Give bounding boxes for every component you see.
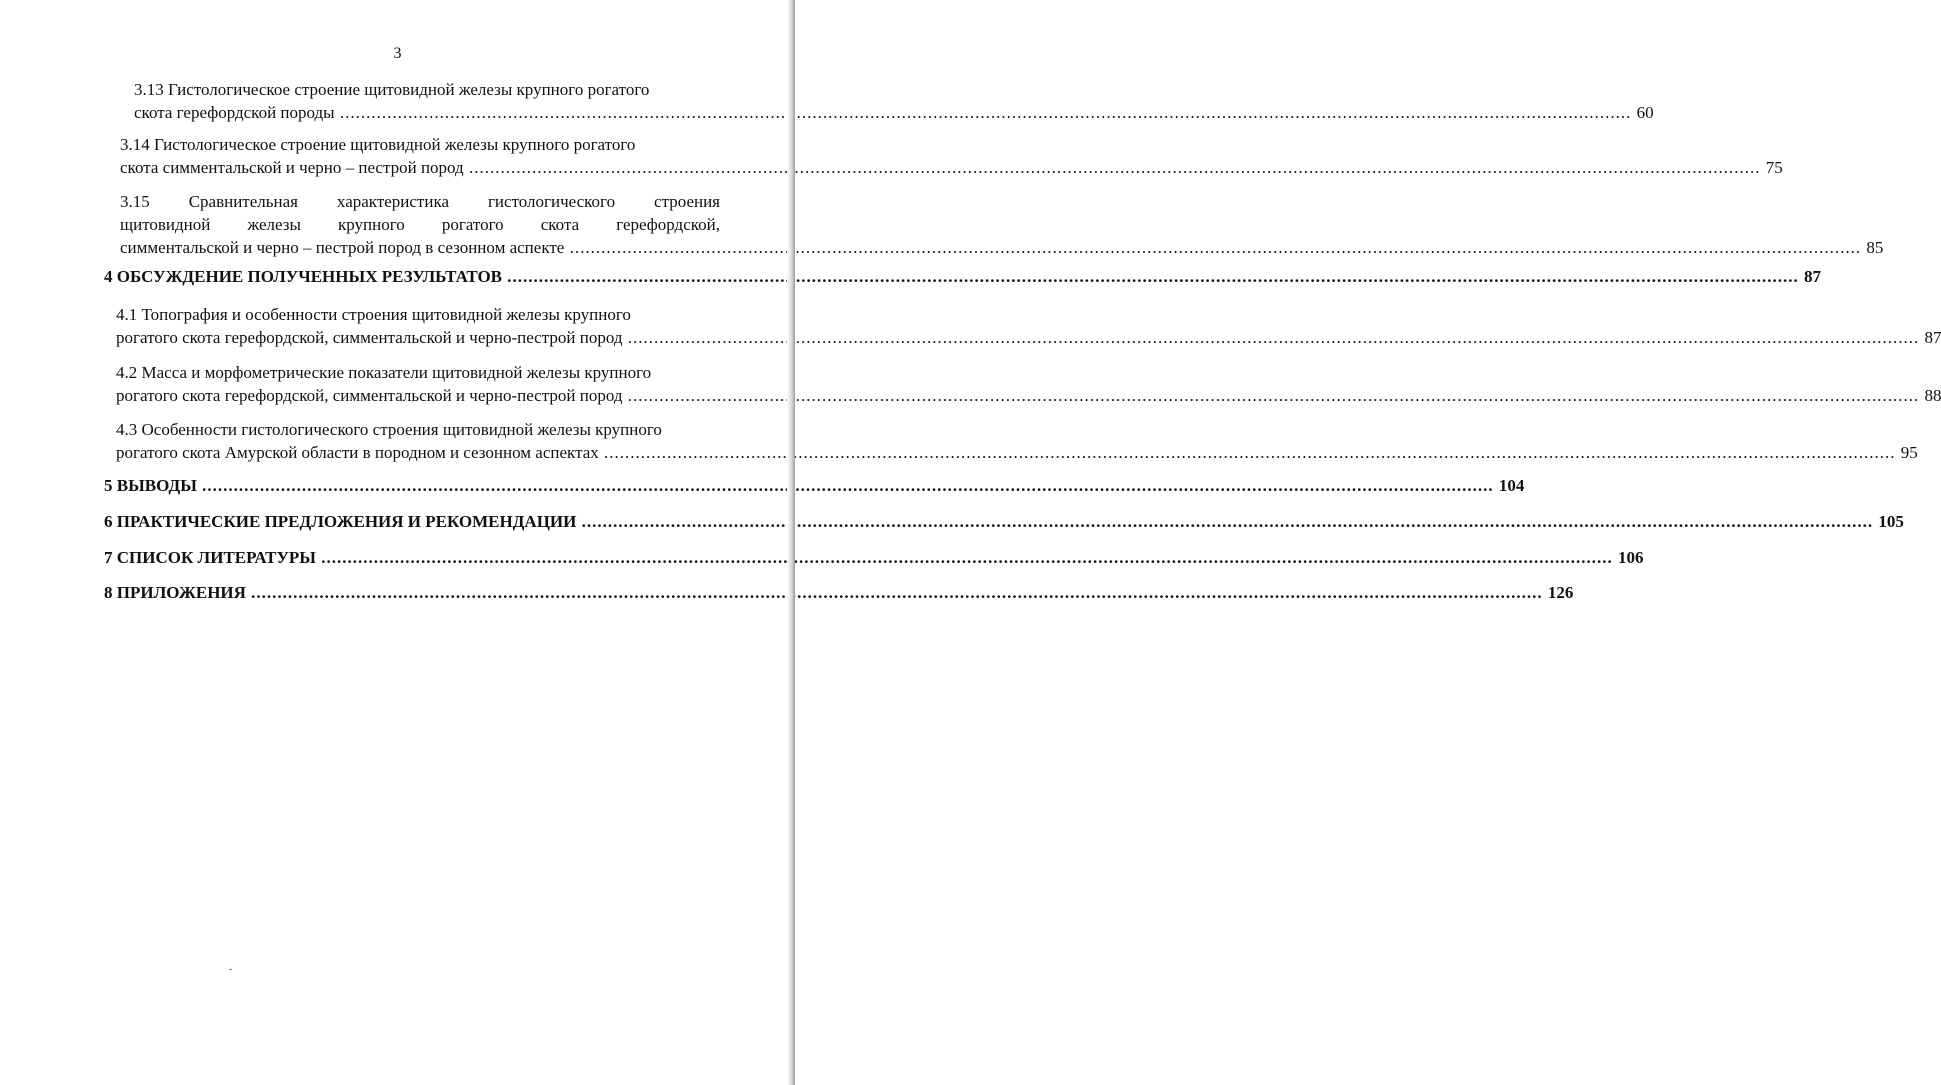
toc-entry-leader-line [116, 326, 1941, 349]
scan-edge-shadow [787, 0, 795, 1085]
toc-page-number: 85 [1866, 238, 1884, 257]
toc-chapter-8 [104, 581, 1574, 605]
toc-entry-leader-line [120, 156, 1783, 179]
toc-entry-leader-line [104, 546, 1644, 570]
dot-leader [628, 386, 1920, 405]
toc-entry-3-13 [134, 78, 1654, 124]
toc-entry-3-14 [120, 133, 1783, 179]
dot-leader [604, 443, 1896, 462]
toc-page-number: 126 [1547, 583, 1574, 602]
toc-entry-leader-line [104, 510, 1904, 534]
toc-entry-text: щитовидной железы крупного рогатого скота герефордской, [120, 215, 720, 234]
toc-chapter-4 [104, 265, 1822, 289]
toc-entry-text: 3.13 Гистологическое строение щитовидной железы крупного рогатого [134, 80, 650, 99]
toc-page-number: 104 [1498, 476, 1525, 495]
chapter-title: 7 СПИСОК ЛИТЕРАТУРЫ [104, 548, 317, 567]
toc-entry-text: 3.15 Сравнительная характеристика гистологического строения [120, 192, 720, 211]
toc-page-number: 88 [1924, 386, 1941, 405]
dot-leader [321, 548, 1613, 567]
chapter-title: 4 ОБСУЖДЕНИЕ ПОЛУЧЕННЫХ РЕЗУЛЬТАТОВ [104, 267, 503, 286]
toc-chapter-7 [104, 546, 1644, 570]
chapter-title: 5 ВЫВОДЫ [104, 476, 197, 495]
toc-page-number: 87 [1804, 267, 1822, 286]
toc-entry-leader-line [116, 441, 1918, 464]
toc-entry-4-2 [116, 361, 1941, 407]
dot-leader [251, 583, 1543, 602]
toc-chapter-6 [104, 510, 1904, 534]
toc-entry-leader-line [134, 101, 1654, 124]
toc-entry-leader-line [104, 474, 1525, 498]
chapter-title: 8 ПРИЛОЖЕНИЯ [104, 583, 246, 602]
toc-page-number: 106 [1618, 548, 1644, 567]
toc-entry-text: 4.2 Масса и морфометрические показатели щитовидной железы крупного [116, 363, 652, 382]
dot-leader [469, 158, 1761, 177]
toc-page-number: 75 [1765, 158, 1783, 177]
toc-entry-3-15 [120, 190, 1884, 259]
toc-entry-4-1 [116, 303, 1941, 349]
toc-entry-text: 4.1 Топография и особенности строения щитовидной железы крупного [116, 305, 631, 324]
toc-entry-leader-line [120, 236, 1884, 259]
dot-leader [202, 476, 1494, 495]
dot-leader [507, 267, 1799, 286]
toc-entry-text: рогатого скота Амурской области в породном и сезонном аспектах [116, 443, 599, 462]
dot-leader [570, 238, 1862, 257]
toc-page-number: 95 [1900, 443, 1918, 462]
toc-page-number: 60 [1636, 103, 1654, 122]
dot-leader [340, 103, 1632, 122]
toc-entry-text: скота симментальской и черно – пестрой пород [120, 158, 464, 177]
toc-entry-leader-line [104, 265, 1822, 289]
toc-entry-text: скота герефордской породы [134, 103, 335, 122]
toc-entry-4-3 [116, 418, 1918, 464]
toc-page-number: 87 [1924, 328, 1941, 347]
toc-entry-leader-line [116, 384, 1941, 407]
toc-page-number: 105 [1878, 512, 1904, 531]
toc-entry-text: 4.3 Особенности гистологического строения щитовидной железы крупного [116, 420, 662, 439]
chapter-title: 6 ПРАКТИЧЕСКИЕ ПРЕДЛОЖЕНИЯ И РЕКОМЕНДАЦИИ [104, 512, 577, 531]
toc-entry-text: рогатого скота герефордской, симментальской и черно-пестрой пород [116, 328, 623, 347]
toc-entry-text: 3.14 Гистологическое строение щитовидной железы крупного рогатого [120, 135, 636, 154]
page-number: 3 [393, 45, 402, 62]
dot-leader [628, 328, 1920, 347]
dot-leader [582, 512, 1874, 531]
toc-chapter-5 [104, 474, 1525, 498]
toc-entry-text: рогатого скота герефордской, симментальской и черно-пестрой пород [116, 386, 623, 405]
toc-entry-leader-line [104, 581, 1574, 605]
toc-entry-text: симментальской и черно – пестрой пород в сезонном аспекте [120, 238, 565, 257]
scan-speck [229, 969, 232, 970]
